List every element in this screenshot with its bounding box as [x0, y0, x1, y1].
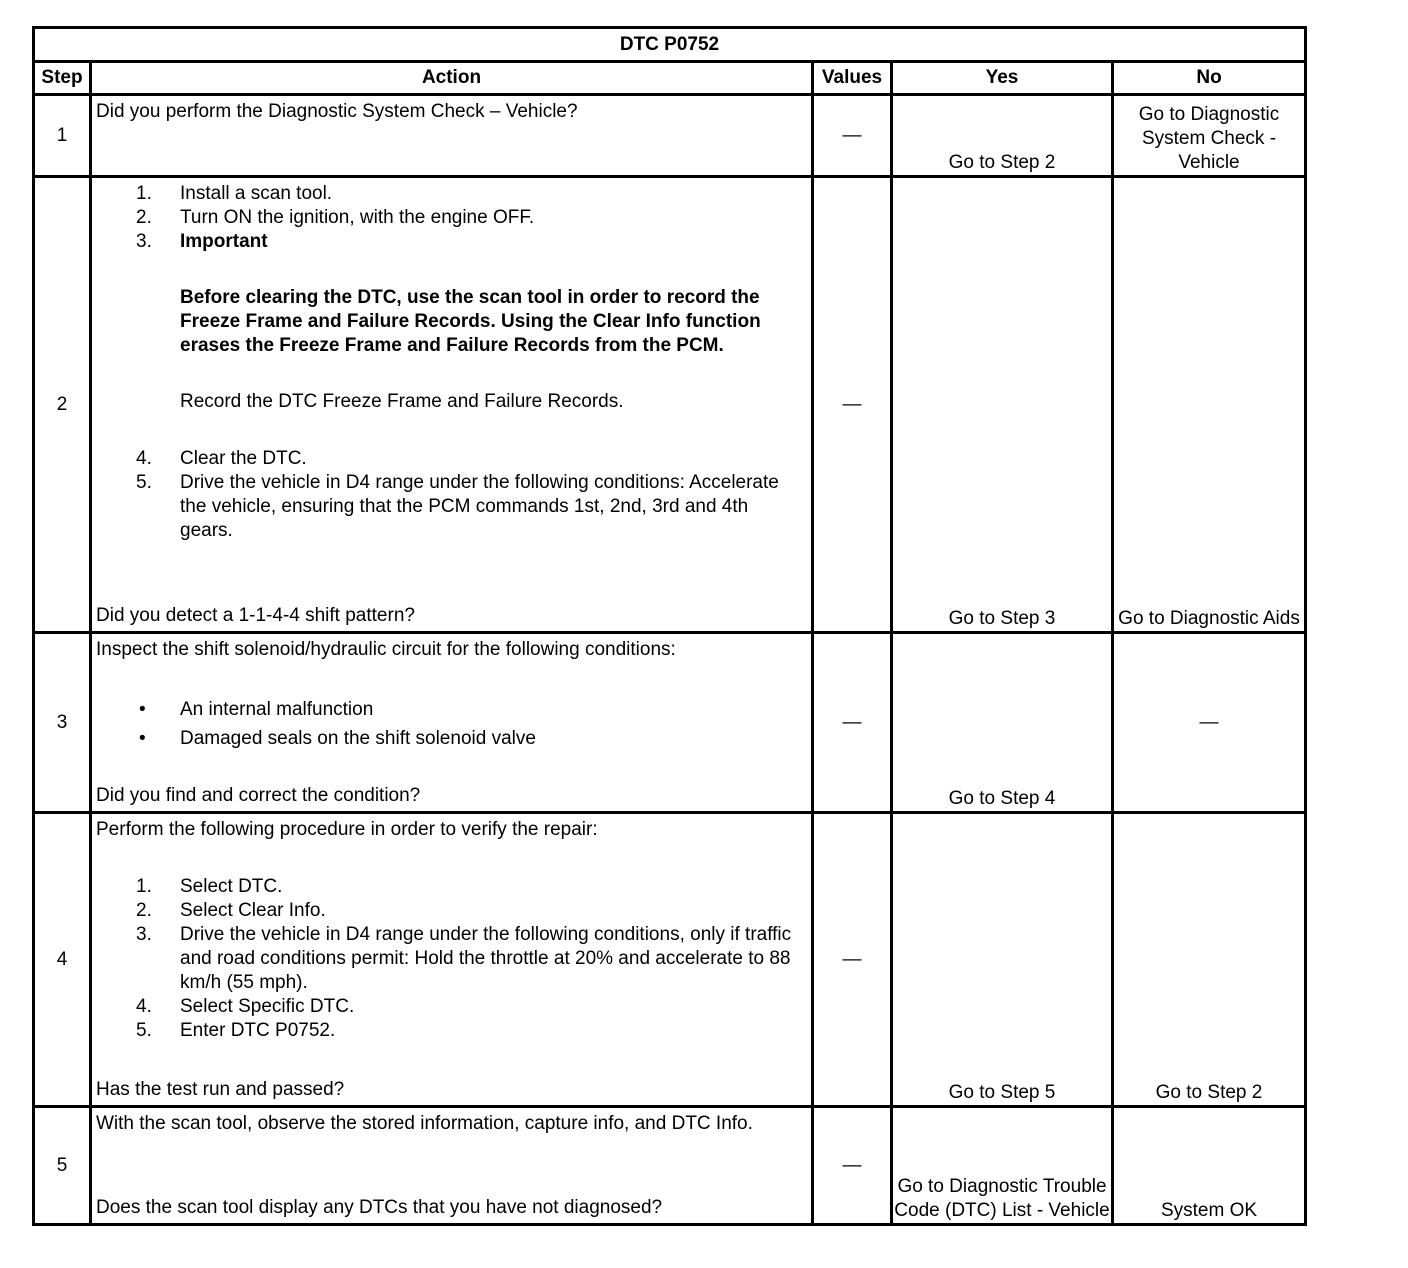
condition-list	[96, 695, 805, 753]
action-intro: Perform the following procedure in order to verify the repair:	[96, 819, 598, 840]
procedure-list	[96, 182, 805, 254]
table-row-step-2	[34, 177, 1306, 633]
action-intro: With the scan tool, observe the stored information, capture info, and DTC Info.	[96, 1113, 753, 1134]
yes-cell: Go to Step 2	[892, 95, 1113, 177]
procedure-list	[96, 875, 805, 1043]
yes-cell: Go to Step 4	[892, 633, 1113, 813]
dtc-table	[32, 26, 1307, 1226]
values-cell: —	[813, 633, 892, 813]
list-item: 4. Clear the DTC.	[136, 448, 307, 469]
action-question: Did you find and correct the condition?	[96, 785, 421, 806]
action-intro: Inspect the shift solenoid/hydraulic circuit for the following conditions:	[96, 639, 676, 660]
action-cell	[91, 95, 813, 177]
yes-cell: Go to Diagnostic Trouble Code (DTC) List - Vehicle	[892, 1107, 1113, 1225]
step-number: 3	[34, 633, 91, 813]
no-cell: System OK	[1113, 1107, 1306, 1225]
list-item: 1. Select DTC.	[136, 876, 283, 897]
yes-cell: Go to Step 5	[892, 813, 1113, 1107]
list-item: • Damaged seals on the shift solenoid valve	[139, 728, 536, 749]
action-cell	[91, 813, 813, 1107]
important-note: Before clearing the DTC, use the scan tool in order to record the Freeze Frame and Failure Records. Using the Clear Info function erases the Freeze Frame and Failure Records from the PCM.	[180, 287, 761, 356]
step-number: 4	[34, 813, 91, 1107]
header-step: Step	[34, 62, 91, 95]
list-item: 3. Important	[136, 231, 268, 252]
step-number: 5	[34, 1107, 91, 1225]
table-row-step-5	[34, 1107, 1306, 1225]
values-cell: —	[813, 177, 892, 633]
action-cell	[91, 633, 813, 813]
record-instruction: Record the DTC Freeze Frame and Failure Records.	[180, 391, 624, 412]
list-item: 5. Drive the vehicle in D4 range under the following conditions: Accelerate the vehicle, ensuring that the PCM commands 1st, 2nd, 3rd and 4th gears.	[136, 472, 779, 541]
values-cell: —	[813, 95, 892, 177]
no-cell: —	[1113, 633, 1306, 813]
list-item: 5. Enter DTC P0752.	[136, 1020, 336, 1041]
values-cell: —	[813, 1107, 892, 1225]
list-item: 2. Select Clear Info.	[136, 900, 326, 921]
header-no: No	[1113, 62, 1306, 95]
no-cell: Go to Diagnostic Aids	[1113, 177, 1306, 633]
values-cell: —	[813, 813, 892, 1107]
action-question: Does the scan tool display any DTCs that you have not diagnosed?	[96, 1197, 663, 1218]
list-item: 2. Turn ON the ignition, with the engine OFF.	[136, 207, 535, 228]
action-question: Did you detect a 1-1-4-4 shift pattern?	[96, 605, 415, 626]
list-item: 3. Drive the vehicle in D4 range under the following conditions, only if traffic and road conditions permit: Hold the throttle at 20% and accelerate to 88 km/h (55 mph).	[136, 924, 792, 993]
procedure-list	[96, 447, 805, 543]
header-yes: Yes	[892, 62, 1113, 95]
action-question: Did you perform the Diagnostic System Check – Vehicle?	[96, 101, 578, 122]
table-title: DTC P0752	[34, 28, 1306, 62]
header-action: Action	[91, 62, 813, 95]
list-item: 1. Install a scan tool.	[136, 183, 333, 204]
step-number: 2	[34, 177, 91, 633]
list-item: 4. Select Specific DTC.	[136, 996, 355, 1017]
action-cell	[91, 1107, 813, 1225]
action-cell	[91, 177, 813, 633]
table-row-step-1	[34, 95, 1306, 177]
header-values: Values	[813, 62, 892, 95]
no-cell: Go to Step 2	[1113, 813, 1306, 1107]
no-cell: Go to Diagnostic System Check - Vehicle	[1113, 95, 1306, 177]
yes-cell: Go to Step 3	[892, 177, 1113, 633]
step-number: 1	[34, 95, 91, 177]
table-row-step-3	[34, 633, 1306, 813]
table-row-step-4	[34, 813, 1306, 1107]
action-question: Has the test run and passed?	[96, 1079, 345, 1100]
list-item: • An internal malfunction	[139, 699, 374, 720]
